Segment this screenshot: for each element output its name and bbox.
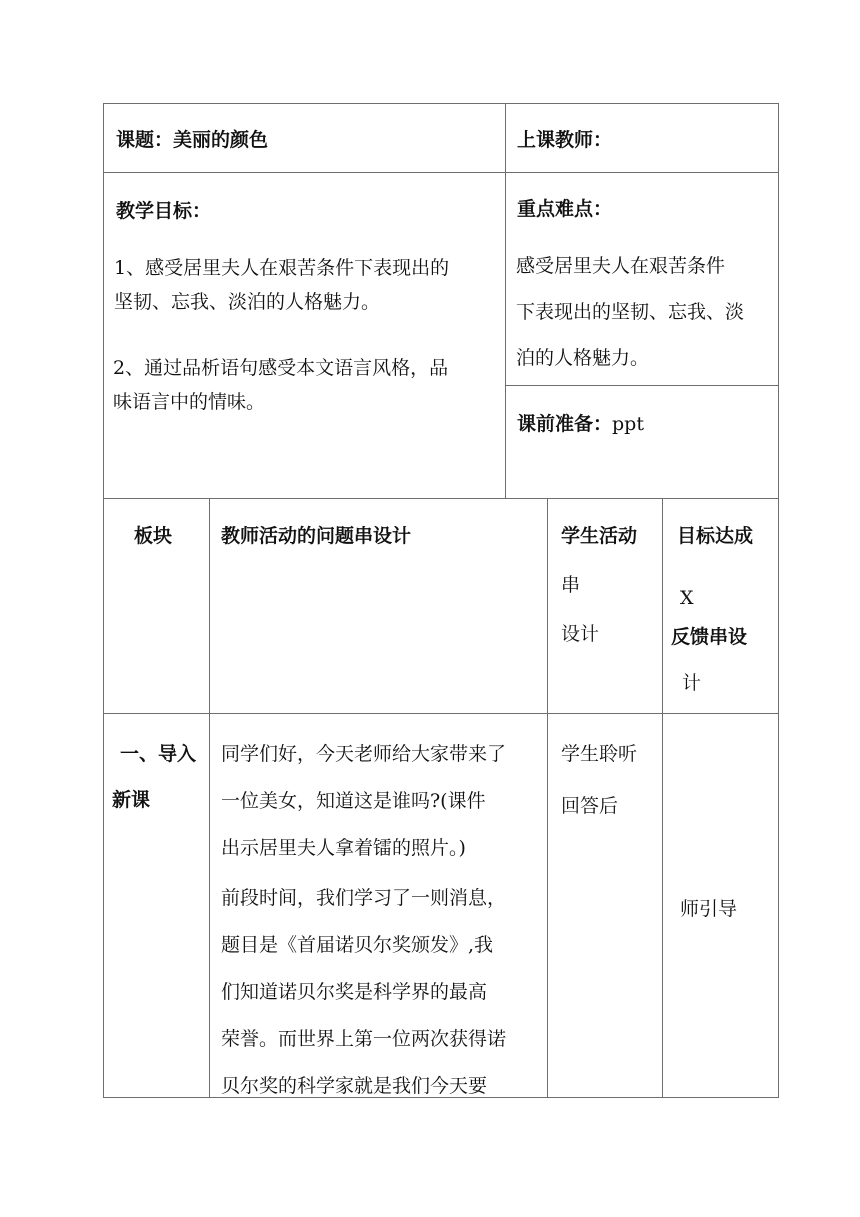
column-header-feedback-line4: 计 bbox=[682, 672, 702, 694]
table-border-top bbox=[103, 103, 779, 104]
row1-feedback: 师引导 bbox=[680, 898, 738, 920]
key-points-text: 感受居里夫人在艰苦条件 下表现出的坚韧、忘我、淡 泊的人格魅力。 bbox=[516, 255, 745, 369]
lesson-title-label: 课题： bbox=[116, 129, 174, 151]
table-border-left bbox=[103, 103, 104, 1098]
table-border-header bbox=[103, 172, 779, 173]
column-header-student-activity: 学生活动 串 设计 bbox=[561, 525, 638, 645]
row1-teacher-paragraph-1: 同学们好，今天老师给大家带来了 一位美女，知道这是谁吗?(课件 出示居里夫人拿着镭的照片。) bbox=[221, 743, 507, 859]
table-border-right bbox=[778, 103, 779, 1098]
preparation-label: 课前准备： bbox=[517, 413, 613, 435]
row1-teacher-paragraph-2: 前段时间，我们学习了一则消息， 题目是《首届诺贝尔奖颁发》,我 们知道诺贝尔奖是科学界的最高 荣誉。而世界上第一位两次获得诺 贝尔奖的科学家就是我们今天要 bbox=[221, 887, 507, 1097]
lesson-title bbox=[116, 128, 268, 152]
preparation-value: ppt bbox=[612, 413, 644, 435]
row1-section: 一、导入 新课 bbox=[112, 743, 197, 811]
column-header-feedback-line1: 目标达成 bbox=[677, 525, 754, 547]
table-border-columns bbox=[103, 713, 779, 714]
objective-item-1: 1、感受居里夫人在艰苦条件下表现出的 坚韧、忘我、淡泊的人格魅力。 bbox=[114, 257, 450, 313]
teacher-label: 上课教师： bbox=[517, 129, 613, 151]
column-header-teacher-activity: 教师活动的问题串设计 bbox=[221, 525, 412, 547]
table-border-objectives bbox=[103, 498, 779, 499]
preparation bbox=[517, 412, 644, 436]
table-divider-upper bbox=[505, 103, 506, 499]
lesson-title-value: 美丽的颜色 bbox=[173, 129, 269, 151]
objective-item-2: 2、通过品析语句感受本文语言风格，品 味语言中的情味。 bbox=[113, 357, 449, 413]
table-divider-col3 bbox=[662, 498, 663, 1098]
key-points-label: 重点难点： bbox=[517, 198, 613, 220]
column-header-feedback-line3: 反馈串设 bbox=[671, 626, 748, 648]
row1-student-activity: 学生聆听 回答后 bbox=[561, 743, 638, 817]
table-border-keypoints bbox=[505, 385, 779, 386]
table-divider-col2 bbox=[547, 498, 548, 1098]
table-divider-col1 bbox=[209, 498, 210, 1098]
objectives-label: 教学目标： bbox=[116, 200, 212, 222]
column-header-feedback-x: X bbox=[680, 587, 694, 609]
column-header-section: 板块 bbox=[134, 525, 173, 547]
